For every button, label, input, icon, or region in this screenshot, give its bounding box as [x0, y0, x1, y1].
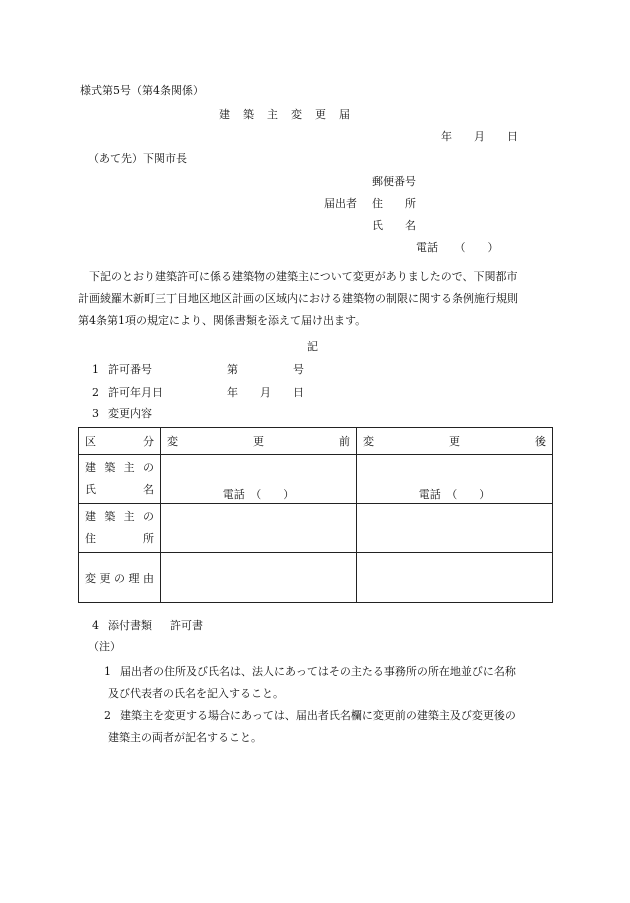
- addressee: （あて先）下関市長: [88, 152, 187, 165]
- postal-code-label: 郵便番号: [372, 175, 416, 188]
- address-label: 住 所: [372, 197, 416, 210]
- item-1-label: 許可番号: [108, 363, 152, 376]
- header-before: 変 更 前: [161, 428, 357, 455]
- item-2-number: 2: [92, 386, 99, 399]
- body-line: 計画綾羅木新町三丁目地区地区計画の区域内における建築物の制限に関する条例施行規則: [78, 292, 518, 305]
- table-row: [79, 553, 553, 603]
- owner-address-after-cell[interactable]: [357, 504, 553, 553]
- phone-after: 電話 （ ）: [418, 488, 491, 501]
- note-1-number: 1: [104, 665, 111, 678]
- item-3-number: 3: [92, 407, 99, 420]
- date-line: 年 月 日: [441, 130, 518, 143]
- owner-name-label: 建 築 主 の 氏 名: [79, 455, 161, 504]
- owner-name-before-cell[interactable]: [161, 455, 357, 504]
- phone-label: 電話 （ ）: [416, 241, 499, 254]
- header-after: 変 更 後: [357, 428, 553, 455]
- item-4-label: 添付書類: [108, 619, 152, 632]
- item-4-value: 許可書: [170, 619, 203, 632]
- body-line: 第4条第1項の規定により、関係書類を添えて届け出ます。: [78, 314, 367, 327]
- change-reason-label: 変 更 の 理 由: [79, 553, 161, 603]
- note-1-line-2: 及び代表者の氏名を記入すること。: [108, 687, 284, 700]
- body-paragraph: [78, 266, 556, 332]
- notes-heading: （注）: [88, 640, 121, 653]
- item-2-label: 許可年月日: [108, 386, 163, 399]
- change-reason-before-cell[interactable]: [161, 553, 357, 603]
- owner-name-after-cell[interactable]: [357, 455, 553, 504]
- name-label: 氏 名: [372, 219, 416, 232]
- item-1-number: 1: [92, 363, 99, 376]
- note-2-line-2: 建築主の両者が記名すること。: [108, 731, 262, 744]
- table-header-row: [79, 428, 553, 455]
- header-kubun: 区 分: [79, 428, 161, 455]
- body-line: 下記のとおり建築許可に係る建築物の建築主について変更がありましたので、下関都市: [89, 270, 518, 283]
- ki-heading: 記: [307, 340, 318, 353]
- page-title: 建 築 主 変 更 届: [219, 108, 351, 121]
- change-reason-after-cell[interactable]: [357, 553, 553, 603]
- change-table: [78, 427, 553, 603]
- item-3-label: 変更内容: [108, 407, 152, 420]
- phone-before: 電話 （ ）: [222, 488, 295, 501]
- note-2-line-1: 建築主を変更する場合にあっては、届出者氏名欄に変更前の建築主及び変更後の: [120, 709, 516, 722]
- applicant-role-label: 届出者: [324, 197, 357, 210]
- note-1-line-1: 届出者の住所及び氏名は、法人にあってはその主たる事務所の所在地並びに名称: [120, 665, 516, 678]
- table-row: [79, 455, 553, 504]
- item-1-value: 第 号: [227, 363, 304, 376]
- owner-address-before-cell[interactable]: [161, 504, 357, 553]
- owner-address-label: 建 築 主 の 住 所: [79, 504, 161, 553]
- item-4-number: 4: [92, 619, 99, 632]
- table-row: [79, 504, 553, 553]
- note-2-number: 2: [104, 709, 111, 722]
- form-number: 様式第5号（第4条関係）: [80, 84, 204, 97]
- item-2-value: 年 月 日: [227, 386, 304, 399]
